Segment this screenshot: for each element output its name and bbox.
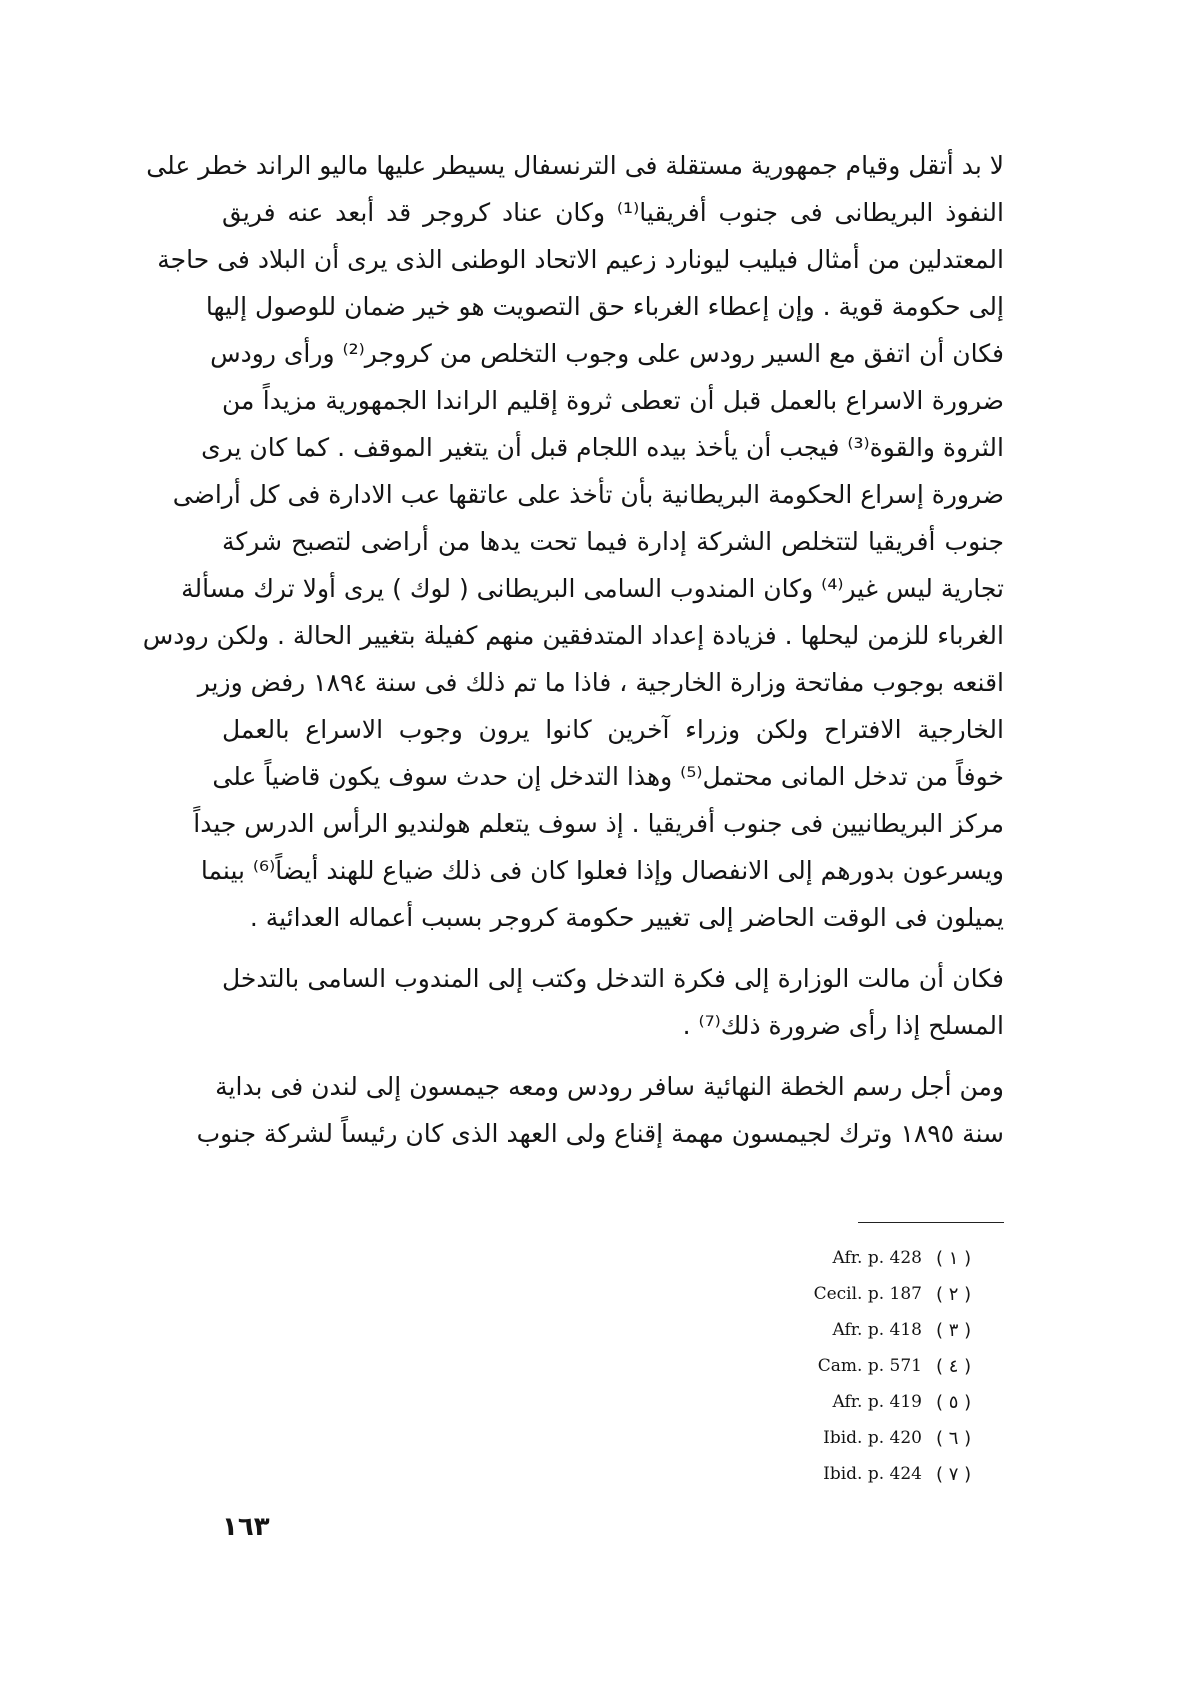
footnote-reference: Cam. p. 571	[817, 1356, 922, 1376]
footnotes	[700, 1240, 980, 1492]
footnote-item	[700, 1276, 980, 1312]
footnote-item	[700, 1420, 980, 1456]
footnote-number: ( ٧ )	[936, 1463, 972, 1485]
footnote-number: ( ١ )	[936, 1247, 972, 1269]
footnote-number: ( ٦ )	[936, 1427, 972, 1449]
footnote-reference: Ibid. p. 420	[823, 1428, 922, 1448]
footnote-reference: Afr. p. 418	[832, 1320, 922, 1340]
text-line: فكان أن اتفق مع السير رودس على وجوب التخلص من كروجر⁽²⁾ ورأى رودس	[210, 339, 1004, 368]
footnote-divider	[858, 1222, 1004, 1223]
text-line: الخارجية الافتراح ولكن وزراء آخرين كانوا يرون وجوب الاسراع بالعمل	[222, 715, 1004, 744]
paragraph-3	[196, 1063, 1004, 1157]
text-line: إلى حكومة قوية . وإن إعطاء الغرباء حق التصويت هو خير ضمان للوصول إليها	[205, 292, 1004, 321]
footnote-reference: Ibid. p. 424	[823, 1464, 922, 1484]
text-line: مركز البريطانيين فى جنوب أفريقيا . إذ سوف يتعلم هولنديو الرأس الدرس جيداً	[193, 809, 1004, 838]
text-line: فكان أن مالت الوزارة إلى فكرة التدخل وكتب إلى المندوب السامى بالتدخل	[222, 964, 1004, 993]
footnote-reference: Cecil. p. 187	[813, 1284, 922, 1304]
text-line: ومن أجل رسم الخطة النهائية سافر رودس ومعه جيمسون إلى لندن فى بداية	[215, 1072, 1004, 1101]
paragraph-gap	[222, 941, 1004, 955]
body-text	[142, 142, 1004, 1157]
text-line: لا بد أتقل وقيام جمهورية مستقلة فى الترنسفال يسيطر عليها ماليو الراند خطر على	[146, 151, 1004, 180]
text-line: اقنعه بوجوب مفاتحة وزارة الخارجية ، فاذا ما تم ذلك فى سنة ١٨٩٤ رفض وزير	[197, 668, 1004, 697]
text-line: ضرورة الاسراع بالعمل قبل أن تعطى ثروة إقليم الراندا الجمهورية مزيداً من	[222, 386, 1004, 415]
text-line: يميلون فى الوقت الحاضر إلى تغيير حكومة كروجر بسبب أعماله العدائية .	[249, 903, 1004, 932]
text-line: المعتدلين من أمثال فيليب ليونارد زعيم الاتحاد الوطنى الذى يرى أن البلاد فى حاجة	[157, 245, 1004, 274]
footnote-number: ( ٤ )	[936, 1355, 972, 1377]
footnote-item	[700, 1384, 980, 1420]
text-line: ويسرعون بدورهم إلى الانفصال وإذا فعلوا كان فى ذلك ضياع للهند أيضاً⁽⁶⁾ بينما	[200, 856, 1004, 885]
paragraph-gap	[222, 1049, 1004, 1063]
footnote-reference: Afr. p. 419	[832, 1392, 922, 1412]
text-line: تجارية ليس غير⁽⁴⁾ وكان المندوب السامى البريطانى ( لوك ) يرى أولا ترك مسألة	[181, 574, 1004, 603]
footnote-reference: Afr. p. 428	[832, 1248, 922, 1268]
footnote-item	[700, 1240, 980, 1276]
text-line: المسلح إذا رأى ضرورة ذلك⁽⁷⁾ .	[682, 1011, 1004, 1040]
paragraph-2	[222, 955, 1004, 1049]
footnote-number: ( ٣ )	[936, 1319, 972, 1341]
footnote-number: ( ٢ )	[936, 1283, 972, 1305]
text-line: سنة ١٨٩٥ وترك لجيمسون مهمة إقناع ولى العهد الذى كان رئيساً لشركة جنوب	[196, 1119, 1004, 1148]
footnote-item	[700, 1348, 980, 1384]
footnote-number: ( ٥ )	[936, 1391, 972, 1413]
footnote-item	[700, 1456, 980, 1492]
text-line: خوفاً من تدخل المانى محتمل⁽⁵⁾ وهذا التدخل إن حدث سوف يكون قاضياً على	[212, 762, 1004, 791]
text-line: الثروة والقوة⁽³⁾ فيجب أن يأخذ بيده اللجام قبل أن يتغير الموقف . كما كان يرى	[201, 433, 1004, 462]
text-line: النفوذ البريطانى فى جنوب أفريقيا⁽¹⁾ وكان عناد كروجر قد أبعد عنه فريق	[222, 198, 1004, 227]
page-number: ١٦٣	[222, 1512, 270, 1542]
text-line: جنوب أفريقيا لتتخلص الشركة إدارة فيما تحت يدها من أراضى لتصبح شركة	[222, 527, 1004, 556]
paragraph-1	[142, 142, 1004, 941]
text-line: الغرباء للزمن ليحلها . فزيادة إعداد المتدفقين منهم كفيلة بتغيير الحالة . ولكن رودس	[142, 621, 1004, 650]
text-line: ضرورة إسراع الحكومة البريطانية بأن تأخذ على عاتقها عب الادارة فى كل أراضى	[172, 480, 1004, 509]
footnote-item	[700, 1312, 980, 1348]
